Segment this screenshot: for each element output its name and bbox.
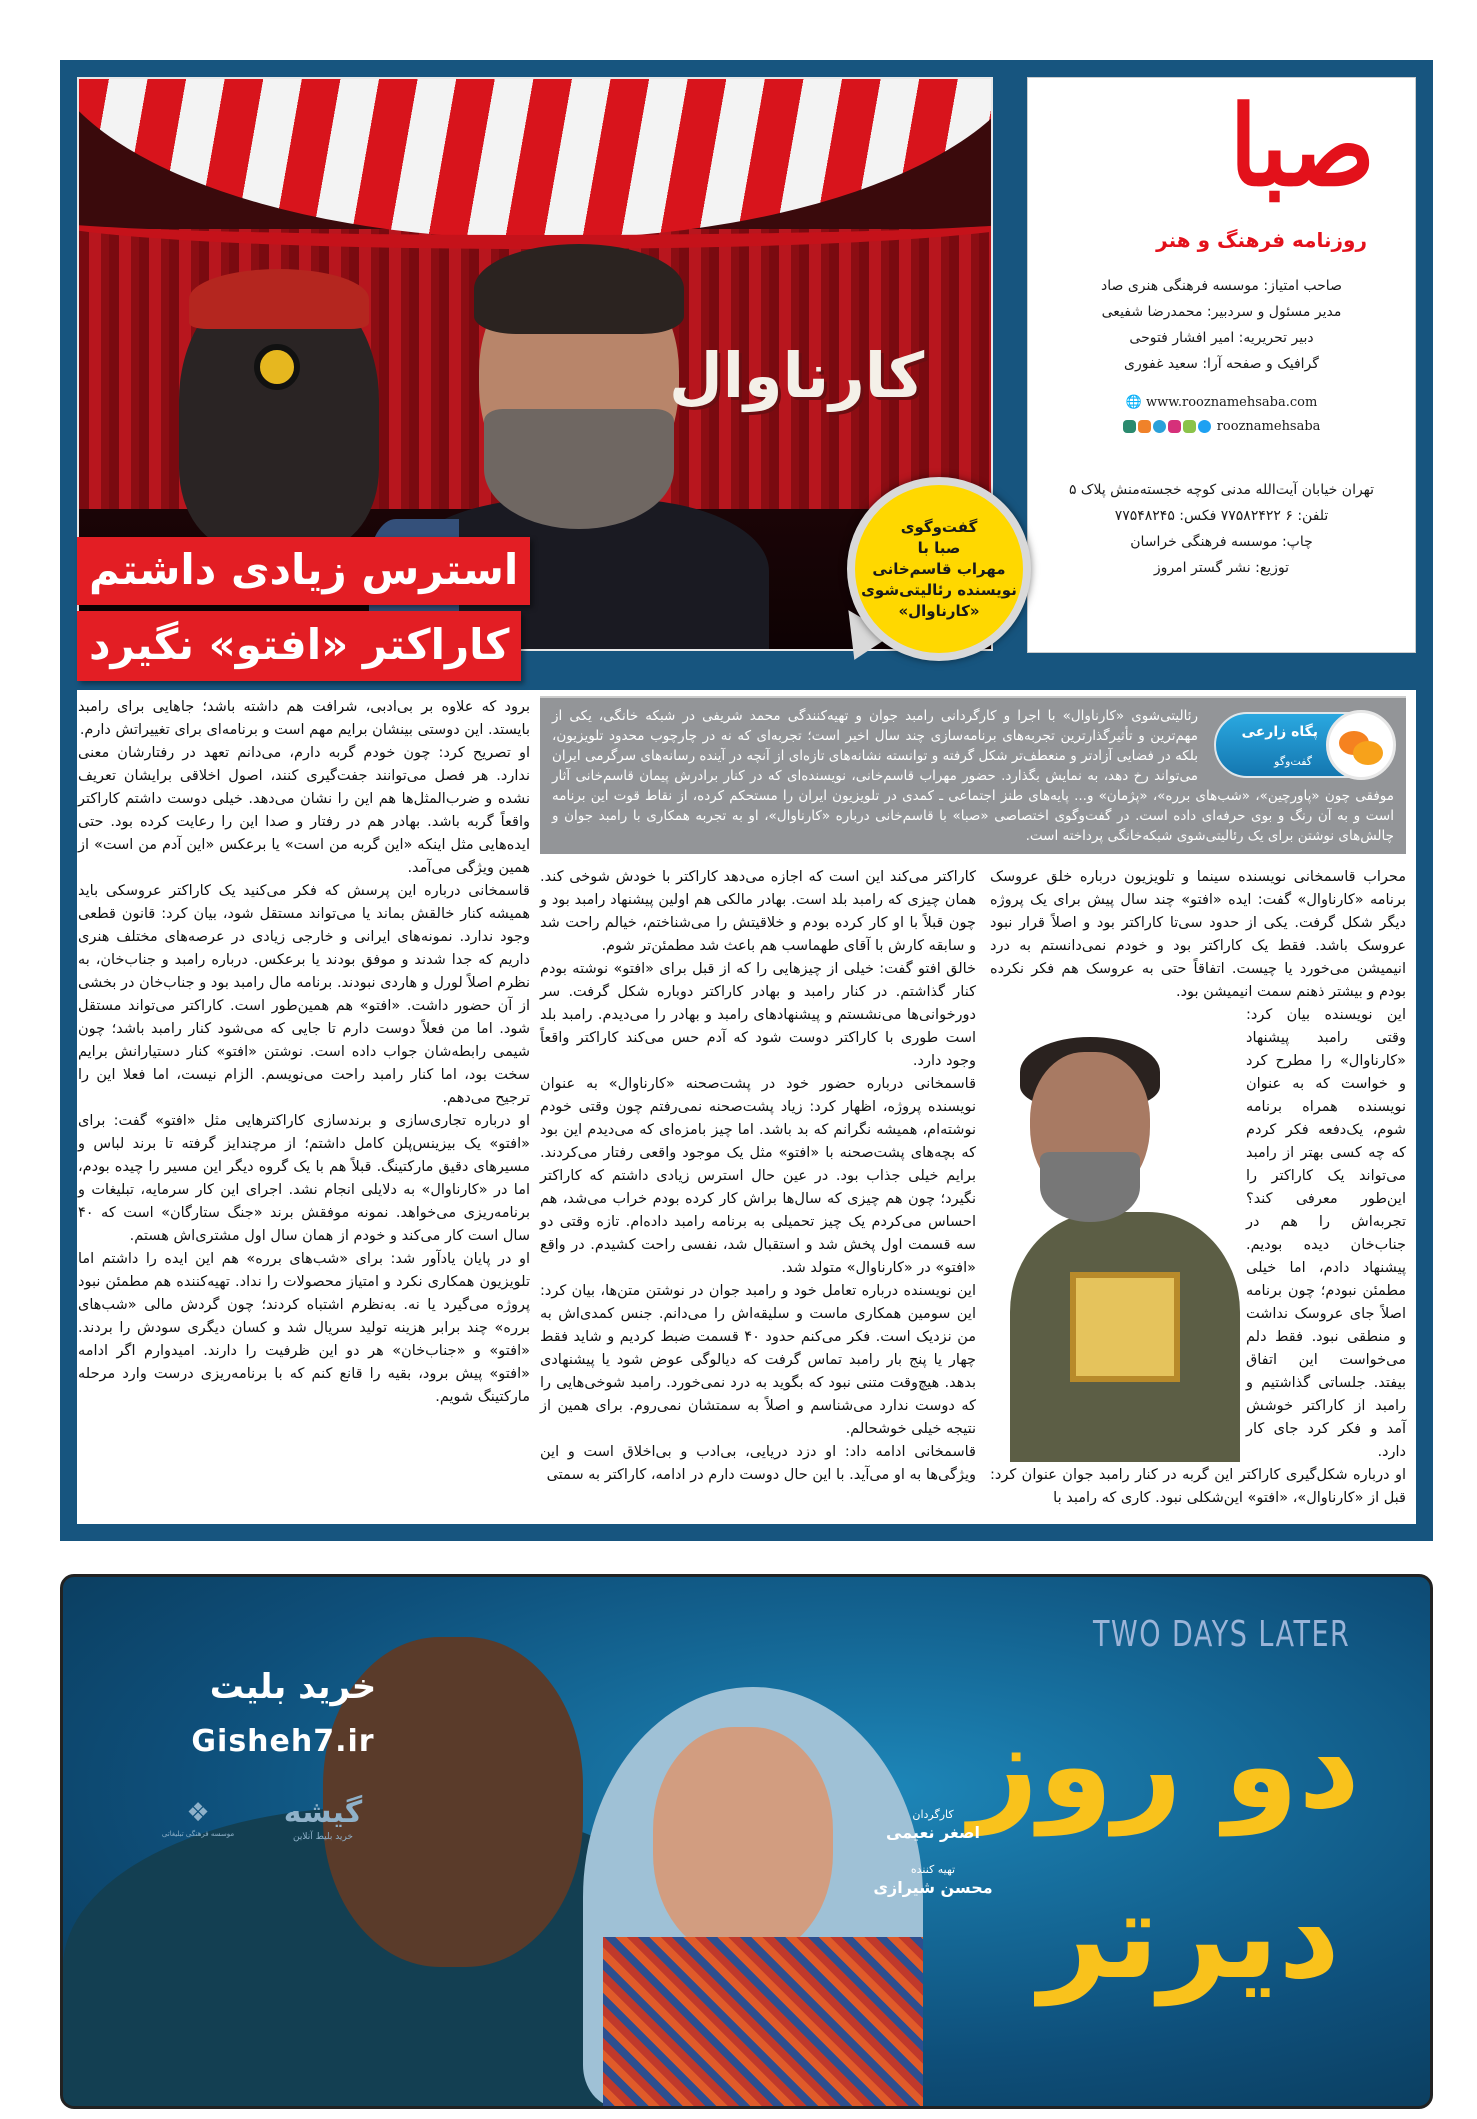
movie-title-line-1: دو روز	[969, 1697, 1360, 1836]
website-row	[1028, 391, 1415, 415]
paragraph: قاسمخانی ادامه داد: او دزد دریایی، بی‌ادب و بی‌اخلاق است و این ویژگی‌ها به او می‌آید. با این حال دوست دارم در ادامه، کاراکتر به سمتی	[540, 1444, 976, 1483]
telegram-icon[interactable]	[1153, 420, 1166, 433]
article-column-left	[78, 696, 530, 1409]
man-beard	[484, 409, 674, 529]
director-name: اصغر نعیمی	[886, 1823, 980, 1842]
distributor-logo: ❖ موسسه فرهنگی تبلیغاتی	[153, 1797, 243, 1839]
paragraph: او درباره شکل‌گیری کاراکتر این گربه در کنار رامبد جوان عنوان کرد: قبل از «کارناوال»، «افتو» این‌شکلی نبود. کاری که رامبد با	[990, 1467, 1406, 1506]
gisheh-logo-text: گیشه	[283, 1795, 363, 1830]
director-credit	[863, 1807, 1003, 1844]
paragraph: محراب قاسمخانی نویسنده سینما و تلویزیون درباره خلق عروسک برنامه «کارناوال» گفت: ایده «افتو» چند سال پیش برای یک پروژه دیگر شکل گرفت. یکی از حدود سی‌تا کاراکتر بود و اصلاً قرار نبود عروسک باشد. فقط یک کاراکتر بود و خودم نمی‌دانستم به درد انیمیشن می‌خورد یا چیست. اتفاقاً حتی به عروسک هم فکر نکرده بودم و بیشتر ذهنم سمت انیمیشن بود.	[990, 869, 1406, 1000]
headline-line-2: کاراکتر «افتو» نگیرد	[77, 611, 521, 681]
intro-box	[540, 696, 1406, 854]
buy-ticket-label[interactable]: خرید بلیت	[209, 1667, 377, 1707]
photo-beard	[1040, 1152, 1140, 1222]
puppet-hat	[189, 269, 369, 329]
page-frame	[60, 60, 1433, 1541]
paragraph: او تصریح کرد: چون خودم گربه دارم، می‌دانم تعهد در رفتارشان معنی ندارد. هر فصل می‌توانند جفت‌گیری کنند، اصول اخلاقی برایشان تعریف نشده و ضرب‌المثل‌ها هم این را نشان می‌دهد. خیلی دوست داشتم کاراکتر واقعاً گربه باشد. بهادر هم در رفتار و صدا این را رعایت کرده بود. حتی ایده‌هایی مثل اینکه «این گربه من است» یا برعکس «این آدم من است» از همین ویژگی می‌آمد.	[78, 745, 530, 876]
paragraph: او درباره تجاری‌سازی و برندسازی کاراکترهایی مثل «افتو» گفت: برای «افتو» یک بیزینس‌پلن کامل داشتم؛ از مرچندایز گرفته تا برند لباس و مسیرهای دقیق مارکتینگ. قبلاً هم با یک گروه دیگر این مسیر را چیده بودم، اما در «کارناوال» به دلایلی انجام نشد. اجرای این کار سرمایه، تبلیغات و برنامه‌ریزی می‌خواهد. نمونه موفقش برند «جنگ ستارگان» است که ۴۰ سال است کار می‌کند و خودم از همان سال اول مشتری‌اش هستم.	[78, 1113, 530, 1244]
badge-line: گفت‌وگوی	[900, 517, 978, 536]
paragraph: برود که علاوه بر بی‌ادبی، شرافت هم داشته باشد؛ جاهایی برای رامبد بایستد. این دوستی بینشان برایم مهم است و برنامه‌ای برای تغییراتش دارم.	[78, 699, 530, 738]
awning-trim	[77, 189, 993, 249]
badge-line: صبا با	[917, 538, 961, 557]
twitter-icon[interactable]	[1198, 420, 1211, 433]
paragraph: قاسمخانی درباره این پرسش که فکر می‌کنید یک کاراکتر عروسکی باید همیشه کنار خالقش بماند یا می‌تواند مستقل شود، بیان کرد: قانون قطعی وجود ندارد. نمونه‌های ایرانی و خارجی زیادی در عرصه‌های مختلف هنری داریم که جدا شدند و موفق بودند یا برعکس. درباره رامبد و جناب‌خان، به نظرم اصلاً لورل و هاردی نبودند. برنامه مال رامبد بود و جناب‌خان در بخشی از آن حضور داشت. «افتو» هم همین‌طور است. کاراکتر می‌تواند مستقل شود. اما من فعلاً دوست دارم تا جایی که می‌شود کنار رامبد باشد؛ چون شیمی رابطه‌شان جواب داده است. نوشتن «افتو» کنار دستیارانش برایم سخت بود، اما کنار رامبد راحت می‌نویسم. الزام نیست، اما فعلا این را ترجیح می‌دهم.	[78, 883, 530, 1106]
puppet-eye	[254, 344, 300, 390]
english-title: TWO DAYS LATER	[1093, 1614, 1351, 1655]
show-logo: کارناوال	[669, 339, 925, 412]
movie-ad-banner[interactable]	[60, 1574, 1433, 2109]
producer-credit	[863, 1862, 1003, 1899]
article-right-area	[540, 696, 1406, 1510]
eitaa-icon[interactable]	[1138, 420, 1151, 433]
social-row	[1028, 415, 1415, 439]
section-label: گفت‌وگو	[1274, 755, 1312, 768]
headline-line-1: استرس زیادی داشتم	[77, 537, 530, 605]
top-section	[77, 77, 1416, 690]
distribution-line: توزیع: نشر گستر امروز	[1153, 560, 1290, 576]
ticket-url[interactable]: Gisheh7.ir	[191, 1724, 375, 1759]
staff-line: گرافیک و صفحه آرا: سعید غفوری	[1124, 356, 1319, 372]
globe-icon: 🌐	[1125, 395, 1142, 410]
masthead	[1027, 77, 1416, 653]
instagram-icon[interactable]	[1168, 420, 1181, 433]
website-link[interactable]: www.rooznamehsaba.com	[1146, 395, 1318, 410]
ad-actress-face	[653, 1727, 833, 1957]
article-columns	[540, 866, 1406, 1510]
paragraph: قاسمخانی درباره حضور خود در پشت‌صحنه «کارناوال» به عنوان نویسنده پروژه، اظهار کرد: زیاد پشت‌صحنه نمی‌رفتم چون وقتی خودم نوشته‌ام، همیشه نگرانم که بد باشد. اما چیز بامزه‌ای که می‌دیدم این بود که بچه‌های پشت‌صحنه با «افتو» مثل یک موجود واقعی رفتار می‌کردند. برایم خیلی جذاب بود. در عین حال استرس زیادی داشتم که کاراکتر نگیرد؛ چون هم چیزی که سال‌ها براش کار کرده بودم خراب می‌شد، هم احساس می‌کردم یک چیز تحمیلی به برنامه رامبد داده‌ام. تازه وقتی دو سه قسمت اول پخش شد و استقبال شد، نفسی راحت کشیدم. در واقع «افتو» در «کارناوال» متولد شد.	[540, 1076, 976, 1276]
author-name: پگاه زارعی	[1241, 724, 1318, 740]
logo-subtitle: روزنامه فرهنگ و هنر	[1156, 228, 1367, 252]
producer-name: محسن شیرازی	[873, 1878, 993, 1897]
phone-line: تلفن: ۶ ۷۷۵۸۲۴۲۲ فکس: ۷۷۵۴۸۲۴۵	[1114, 508, 1329, 524]
author-tag	[1214, 712, 1394, 778]
logo-word: صبا	[1229, 81, 1375, 211]
author-photo	[990, 1012, 1240, 1462]
paragraph: او در پایان یادآور شد: برای «شب‌های برره» هم این ایده را داشتم اما تلویزیون همکاری نکرد و امتیاز محصولات را نداد. تهیه‌کننده هم مطمئن نبود پروژه می‌گیرد یا نه. به‌نظرم اشتباه کردند؛ چون گردش مالی «شب‌های برره» چند برابر هزینه تولید سریال شد و کسان دیگری سودش را بردند. «افتو» و «جناب‌خان» هر دو این ظرفیت را دارند. امیدوارم اگر ادامه «افتو» پیش برود، بقیه را قانع کنم که با برنامه‌ریزی درست وارد مرحله مارکتینگ شویم.	[78, 1251, 530, 1405]
bale-icon[interactable]	[1123, 420, 1136, 433]
social-handle: rooznamehsaba	[1216, 419, 1321, 434]
article-column-right	[990, 866, 1406, 1510]
staff-line: دبیر تحریریه: امیر افشار فتوحی	[1129, 330, 1314, 346]
badge-line: «کارناوال»	[898, 601, 980, 620]
producer-role: تهیه کننده	[910, 1863, 956, 1876]
photo-tshirt-art	[1070, 1272, 1180, 1382]
address-line: تهران خیابان آیت‌الله مدنی کوچه خجسته‌منش پلاک ۵	[1068, 482, 1375, 498]
movie-title-line-2: دیرتر	[1039, 1867, 1340, 2006]
saba-logo	[1028, 78, 1415, 273]
article-column-middle	[540, 866, 976, 1487]
ad-actress-sweater	[603, 1937, 923, 2109]
paragraph: خالق افتو گفت: خیلی از چیزهایی را که از قبل برای «افتو» نوشته بودم کنار گذاشتم. در کنار رامبد و بهادر کاراکتر دوباره شکل گرفت. سر دورخوانی‌ها می‌نشستم و پیشنهادهای رامبد و بهادر را می‌دیدم. رامبد بلد است طوری با کاراکتر دوست شود که آدم حس می‌کند کاراکتر واقعاً وجود دارد.	[540, 961, 976, 1069]
paragraph: این نویسنده بیان کرد: وقتی رامبد پیشنهاد «کارناوال» را مطرح کرد و خواست که به عنوان نویسنده همراه برنامه شوم، یک‌دفعه فکر کردم که چه کسی بهتر از رامبد می‌تواند یک کاراکتر را این‌طور معرفی کند؟ تجربه‌اش را هم در جناب‌خان دیده بودیم. پیشنهاد دادم، اما خیلی مطمئن نبودم؛ چون برنامه اصلاً جای عروسک نداشت و منطقی نبود. فقط دلم می‌خواست این اتفاق بیفتد. جلساتی گذاشتیم و رامبد از کاراکتر خوشش آمد و فکر کرد جای کار دارد.	[1246, 1007, 1406, 1460]
paragraph: کاراکتر می‌کند این است که اجازه می‌دهد کاراکتر با خودش شوخی کند. همان چیزی که رامبد بلد است. بهادر مالکی هم اولین پیشنهاد رامبد بود و چون قبلاً با او کار کرده بودم و خلاقیتش را می‌شناختم، خیالم راحت شد و سابقه کارش با آقای طهماسب هم باعث شد مطمئن‌تر شوم.	[540, 869, 976, 954]
interview-badge	[847, 477, 1031, 661]
chat-bubbles-icon	[1326, 710, 1396, 780]
gisheh-logo	[273, 1795, 373, 1843]
staff-line: مدیر مسئول و سردبیر: محمدرضا شفیعی	[1101, 304, 1342, 320]
rubika-icon[interactable]	[1183, 420, 1196, 433]
badge-line: نویسنده رئالیتی‌شوی	[861, 580, 1017, 599]
gisheh-tagline: خرید بلیط آنلاین	[293, 1832, 353, 1842]
article-area	[77, 690, 1416, 1524]
man-hair	[474, 244, 684, 334]
print-line: چاپ: موسسه فرهنگی خراسان	[1130, 534, 1313, 550]
badge-line: مهراب قاسم‌خانی	[872, 559, 1006, 578]
intro-text: رئالیتی‌شوی «کارناوال» با اجرا و کارگردانی رامبد جوان و تهیه‌کنندگی محمد شریفی در شبکه خانگی، یکی از مهم‌ترین و تأثیرگذارترین تجربه‌های برنامه‌سازی چند سال اخیر است؛ تجربه‌ای که نه در چارچوب محدود تلویزیون، بلکه در فضایی آزادتر و منعطف‌تر شکل گرفته و توانسته نشانه‌های تازه‌ای از آنچه در آینده رسانه‌های سرگرمی ایران می‌تواند رخ دهد، به نمایش بگذارد. حضور مهراب قاسم‌خانی، نویسنده‌ای که در کنار برادرش پیمان قاسم‌خانی آثار موفقی چون «پاورچین»، «شب‌های برره»، «پژمان» و... پایه‌های طنز اجتماعی ـ کمدی در تلویزیون ایران را مستحکم کرده، از نقاط قوت این برنامه است و به آن رنگ و بوی حرفه‌ای داده است. در گفت‌وگوی اختصاصی «صبا» با قاسم‌خانی درباره «کارناوال»، او به تجربه همکاری با رامبد جوان و چالش‌های نوشتن برای یک رئالیتی‌شوی شبکه‌خانگی پرداخته است.	[552, 708, 1394, 844]
distributor-text: موسسه فرهنگی تبلیغاتی	[161, 1830, 235, 1838]
paragraph: این نویسنده درباره تعامل خود و رامبد جوان در نوشتن متن‌ها، بیان کرد: این سومین همکاری ماست و سلیقه‌اش را می‌دانم. جنس کمدی‌اش به من نزدیک است. فکر می‌کنم حدود ۴۰ قسمت ضبط کردیم و شاید فقط چهار یا پنج بار رامبد تماس گرفت که دیالوگی عوض شود یا پیشنهادی بدهد. هیچ‌وقت متنی نبود که بگوید به درد نمی‌خورد. رامبد شوخی‌هایی را که دوست ندارد می‌شناسم و اصلاً به سمتشان نمی‌روم. برای همین از نتیجه خیلی خوشحالم.	[540, 1283, 976, 1437]
staff-line: صاحب امتیاز: موسسه فرهنگی هنری صاد	[1101, 278, 1342, 294]
director-role: کارگردان	[912, 1808, 954, 1821]
